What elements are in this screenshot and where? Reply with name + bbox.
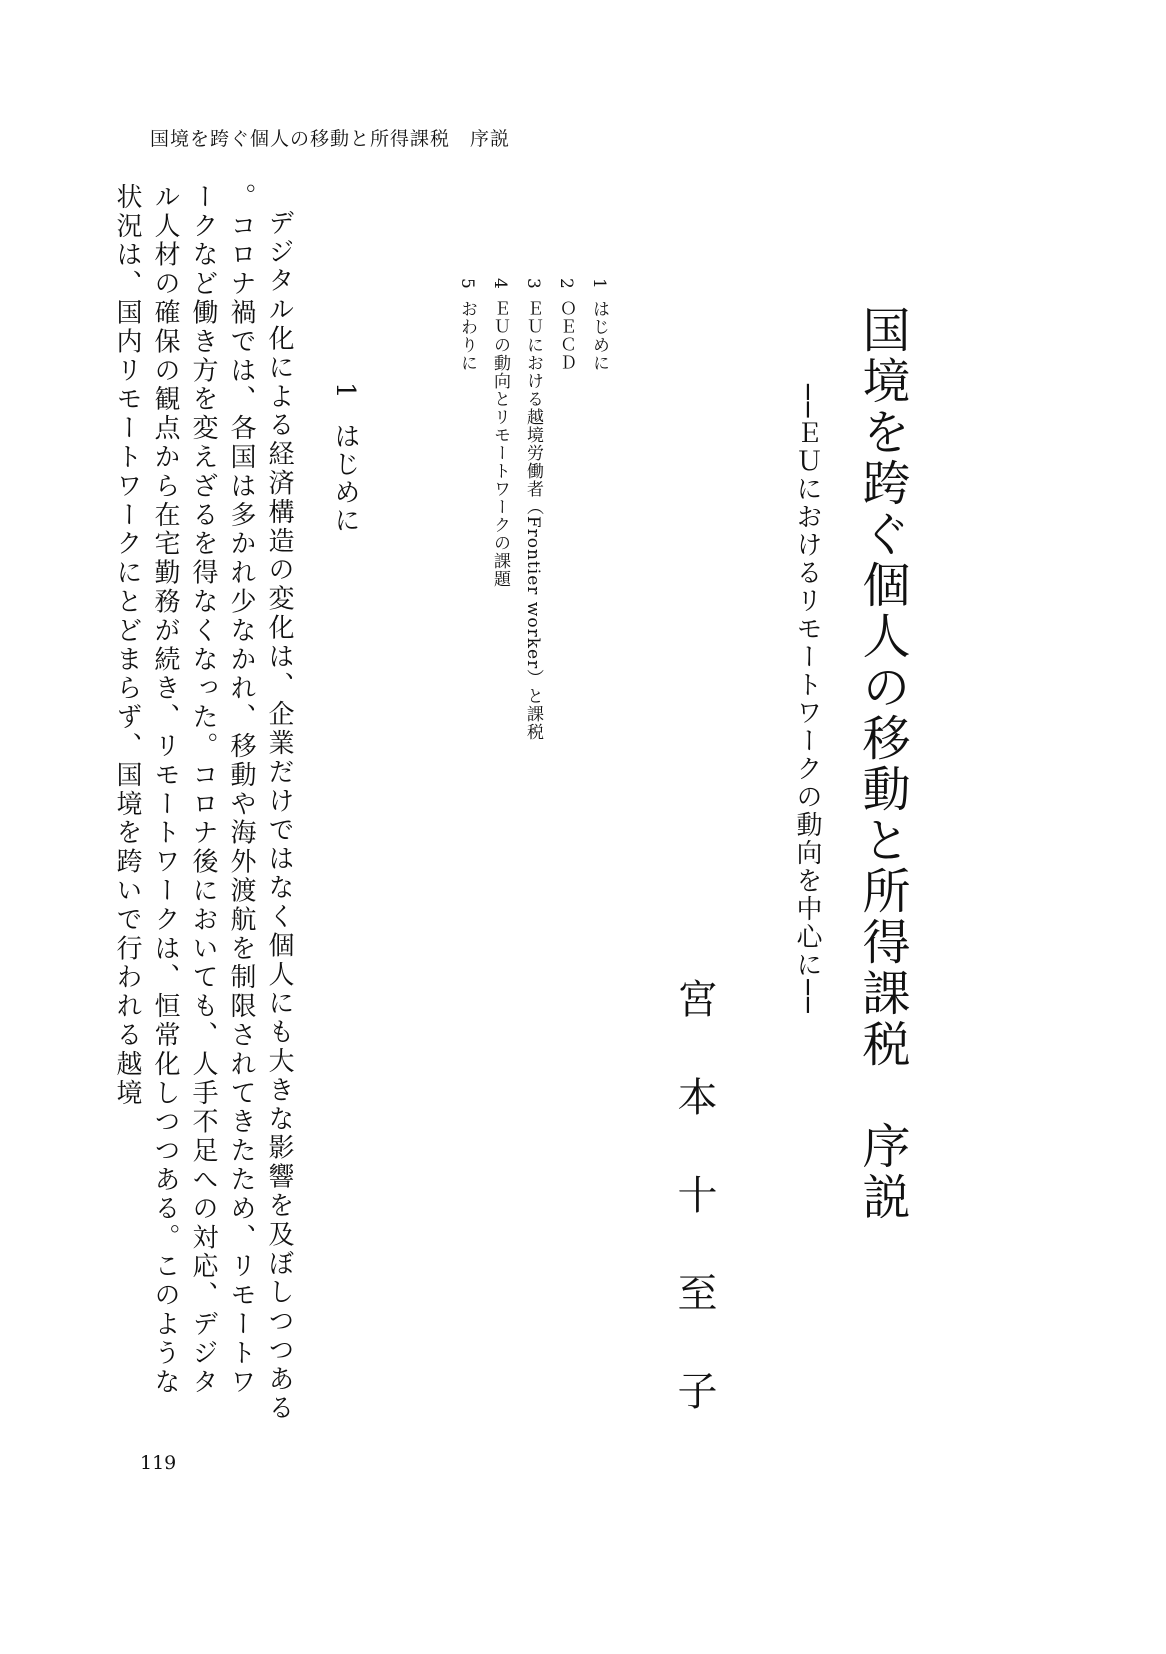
toc-item bbox=[520, 278, 546, 778]
toc-item-number: 2 bbox=[556, 278, 576, 290]
toc-item bbox=[553, 278, 579, 778]
body-text bbox=[108, 183, 298, 1423]
toc-item-label: はじめに bbox=[589, 299, 609, 372]
author-name: 宮本十至子 bbox=[671, 978, 717, 1468]
toc-item-label: おわりに bbox=[457, 299, 477, 372]
body-paragraph: デジタル化による経済構造の変化は、企業だけではなく個人にも大きな影響を及ぼしつつある。コロナ禍では、各国は多かれ少なかれ、移動や海外渡航を制限されてきたため、リモートワークなど働き方を変えざるを得なくなった。コロナ後においても、人手不足への対応、デジタル人材の確保の観点から在宅勤務が続き、リモートワークは、恒常化しつつある。このような状況は、国内リモートワークにとどまらず、国境を跨いで行われる越境 bbox=[112, 183, 294, 1423]
table-of-contents bbox=[452, 278, 612, 778]
article-title: 国境を跨ぐ個人の移動と所得課税 序説 bbox=[854, 305, 910, 1223]
toc-item-number: 5 bbox=[457, 278, 477, 290]
toc-item-number: 1 bbox=[589, 278, 609, 290]
toc-item-label: ＯＥＣＤ bbox=[556, 299, 576, 372]
section-title: はじめに bbox=[330, 422, 360, 535]
toc-item-label: ＥＵにおける越境労働者（Frontier worker）と課税 bbox=[523, 299, 543, 742]
article-subtitle: ──ＥＵにおけるリモートワークの動向を中心に── bbox=[792, 384, 822, 1015]
section-number: 1 bbox=[330, 382, 360, 401]
toc-item bbox=[586, 278, 612, 778]
toc-item bbox=[487, 278, 513, 778]
toc-item-number: 3 bbox=[523, 278, 543, 290]
section-heading bbox=[330, 382, 360, 535]
toc-item-label: ＥＵの動向とリモートワークの課題 bbox=[490, 299, 510, 588]
toc-item bbox=[454, 278, 480, 778]
running-header: 国境を跨ぐ個人の移動と所得課税 序説 bbox=[150, 128, 511, 150]
toc-item-number: 4 bbox=[490, 278, 510, 290]
page-number: 119 bbox=[140, 1452, 177, 1474]
